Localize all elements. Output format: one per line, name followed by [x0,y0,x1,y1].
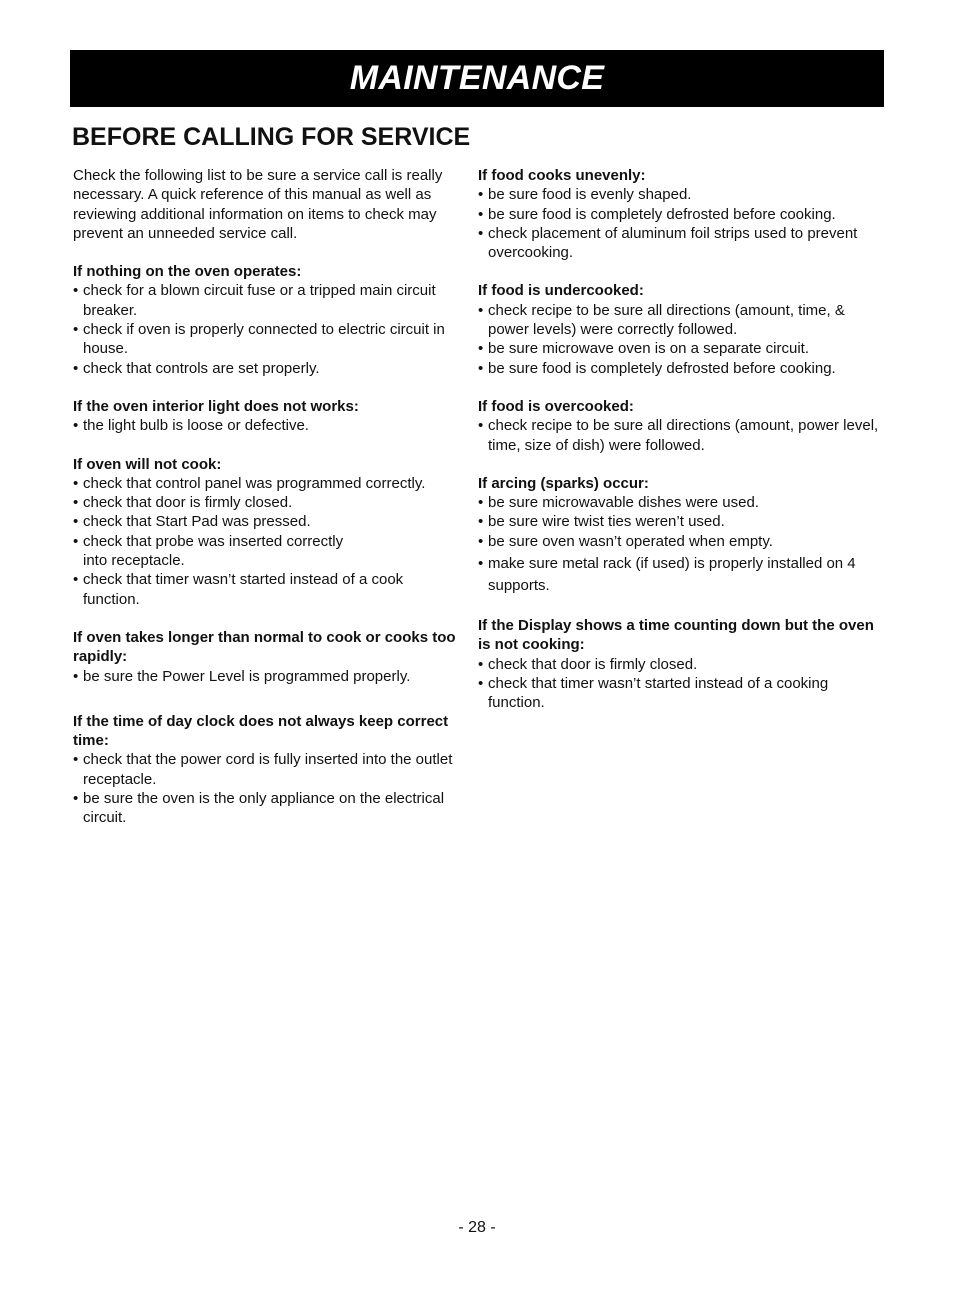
list-item: • check placement of aluminum foil strips used to prevent overcooking. [478,224,858,262]
troubleshoot-block [478,397,888,455]
list-item: • make sure metal rack (if used) is properly installed on 4 supports. [478,555,856,595]
list-item: • be sure wire twist ties weren’t used. [478,513,725,531]
page-title: BEFORE CALLING FOR SERVICE [72,123,471,151]
block-heading: If food is undercooked: [478,282,644,300]
list-item: • check that controls are set properly. [73,359,320,377]
troubleshoot-block [73,397,458,436]
troubleshoot-block [478,281,888,377]
list-item: • be sure the Power Level is programmed properly. [73,667,411,685]
block-heading: If the Display shows a time counting down but the oven is not cooking: [478,617,874,654]
intro-paragraph: Check the following list to be sure a service call is really necessary. A quick reference of this manual as well as reviewing additional information on items to check may prevent an unneeded service call. [73,167,443,242]
block-heading: If the oven interior light does not works: [73,397,359,415]
list-item: • check that timer wasn’t started instead of a cooking function. [478,674,829,712]
section-banner [70,50,884,107]
block-heading: If nothing on the oven operates: [73,263,302,281]
list-item: • be sure the oven is the only appliance on the electrical circuit. [73,790,445,827]
block-heading: If the time of day clock does not always keep correct time: [73,712,449,750]
list-item: • be sure microwave oven is on a separate circuit. [478,340,809,358]
list-item: • be sure food is completely defrosted before cooking. [478,205,836,223]
list-item: • check for a blown circuit fuse or a tripped main circuit breaker. [73,282,436,319]
list-item: • check that Start Pad was pressed. [73,513,311,531]
block-heading: If food is overcooked: [478,397,634,415]
list-item: • check that the power cord is fully inserted into the outlet receptacle. [73,751,453,788]
list-item: • check that control panel was programmed correctly. [73,474,426,492]
troubleshoot-block [73,262,458,378]
troubleshoot-block [73,455,458,609]
list-item: • be sure oven wasn’t operated when empty. [478,532,773,550]
banner-title: MAINTENANCE [349,59,605,97]
troubleshoot-block [478,166,888,262]
right-column [478,166,888,732]
page-number: - 28 - [458,1219,496,1236]
list-item: • check if oven is properly connected to electric circuit in house. [73,321,445,358]
block-heading: If arcing (sparks) occur: [478,474,649,492]
list-item: • be sure food is completely defrosted before cooking. [478,359,836,377]
list-item: • check that timer wasn’t started instead of a cook function. [73,571,404,608]
left-column [73,166,458,847]
list-item: • be sure microwavable dishes were used. [478,494,759,512]
troubleshoot-block [478,474,888,597]
block-heading: If food cooks unevenly: [478,167,646,184]
troubleshoot-block [73,712,458,828]
list-item: • check that door is firmly closed. [73,494,293,512]
list-item: • check that door is firmly closed. [478,655,698,673]
list-item: • the light bulb is loose or defective. [73,417,309,435]
block-heading: If oven takes longer than normal to cook or cooks too rapidly: [73,628,456,666]
list-item: • check that probe was inserted correctly into receptacle. [73,532,344,570]
block-heading: If oven will not cook: [73,455,222,473]
troubleshoot-block [73,628,458,686]
list-item: • check recipe to be sure all directions (amount, power level, time, size of dish) were followed. [478,417,879,454]
list-item: • check recipe to be sure all directions (amount, time, & power levels) were correctly followed. [478,301,845,339]
troubleshoot-block [478,616,888,712]
list-item: • be sure food is evenly shaped. [478,186,692,204]
